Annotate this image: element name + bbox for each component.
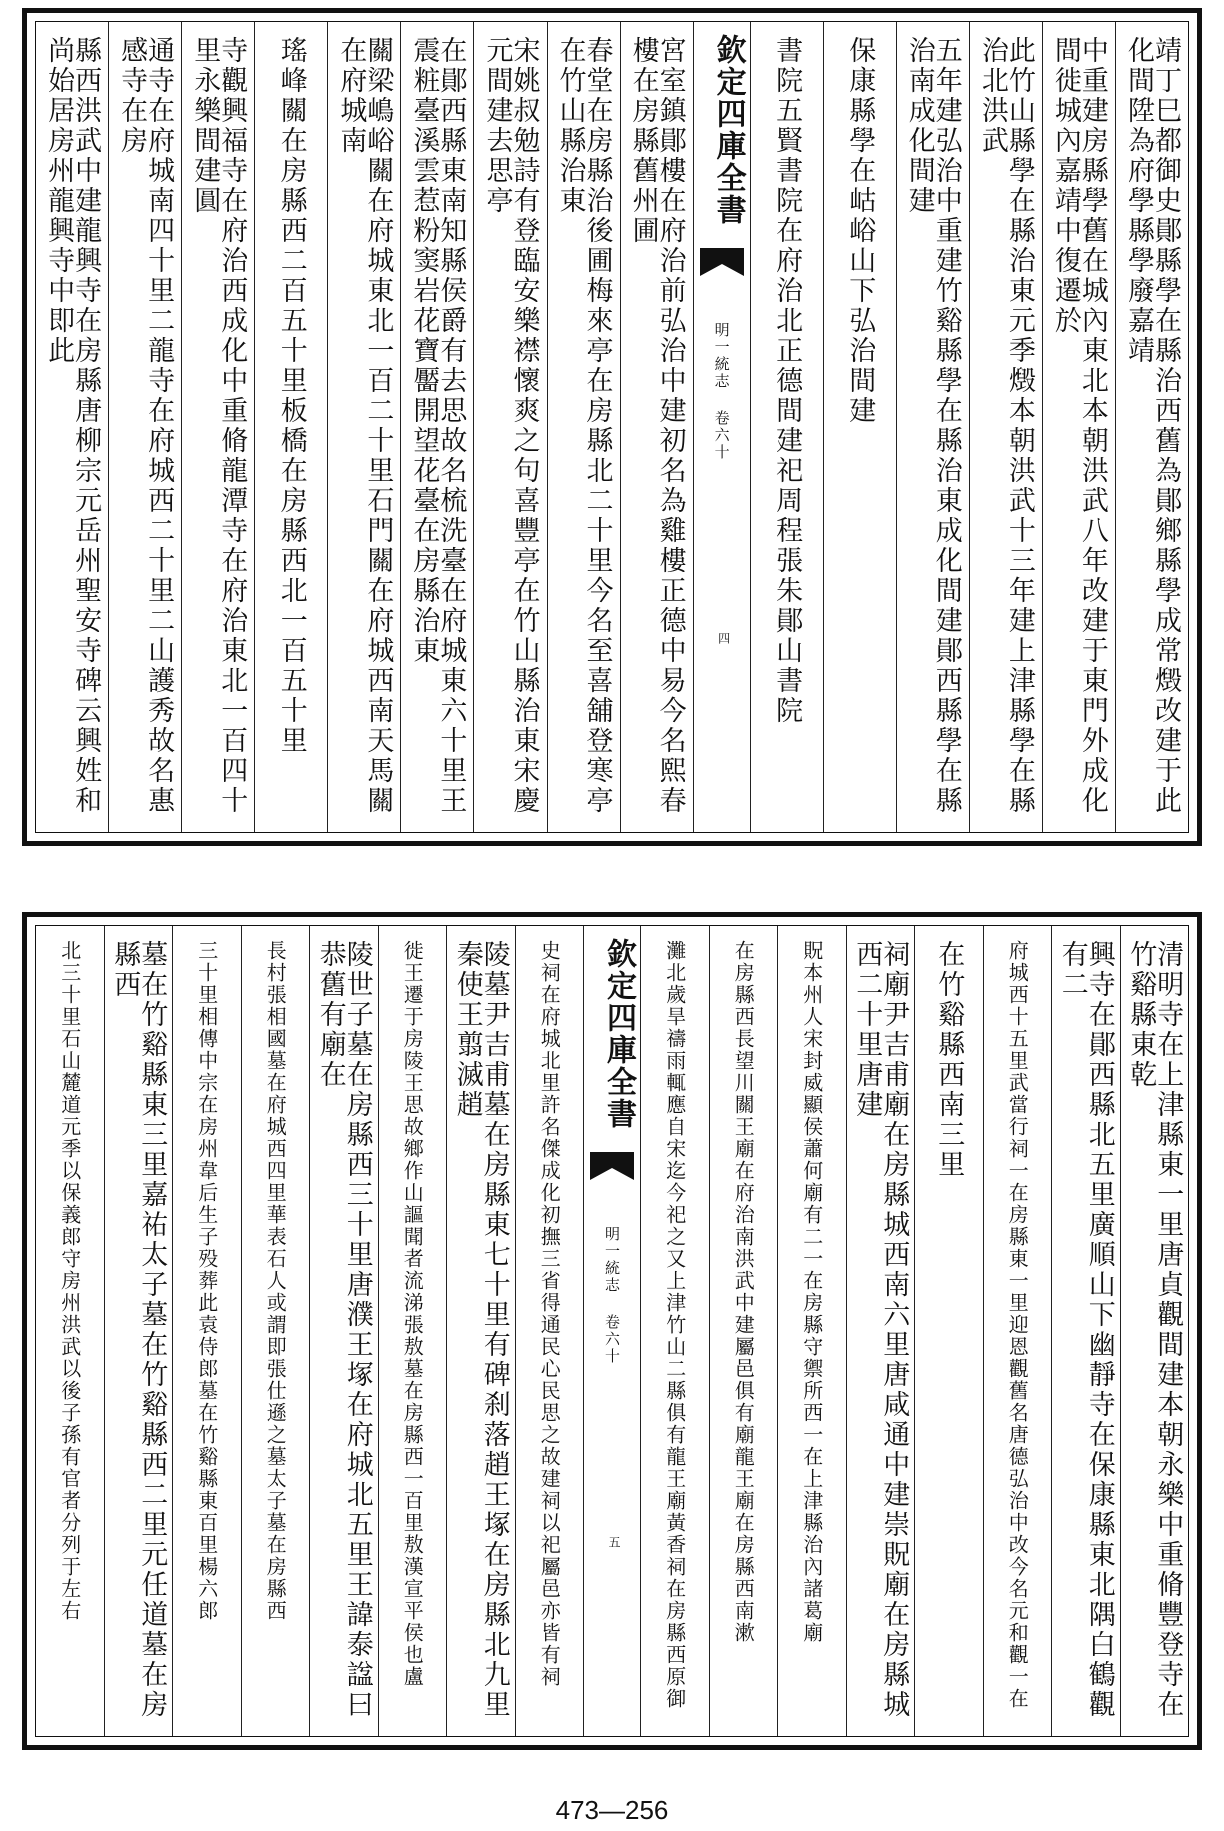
column-text: 三十里相傳中宗在房州韋后生子殁葬此袁侍郎墓在竹谿縣東百里楊六郎 bbox=[194, 940, 219, 1622]
top-page-frame bbox=[35, 21, 1189, 833]
column-text: 此竹山縣學在縣治東元季燬本朝洪武十三年建上津縣學在縣治北洪武 bbox=[976, 36, 1035, 816]
text-column bbox=[378, 926, 447, 1736]
column-text: 通寺在府城南四十里二龍寺在府城西二十里二山護秀故名惠感寺在房 bbox=[116, 36, 175, 816]
text-column bbox=[473, 22, 546, 832]
text-column bbox=[823, 22, 896, 832]
column-text: 關梁嶋峪關在府城東北一百二十里石門關在府城西南天馬關在府城南 bbox=[335, 36, 394, 816]
column-text: 長村張相國墓在府城西四里華表石人或謂即張仕遜之墓太子墓在房縣西 bbox=[263, 940, 288, 1622]
bottom-page-frame bbox=[35, 925, 1189, 1737]
text-column bbox=[1051, 926, 1120, 1736]
page-number: 473—256 bbox=[555, 1795, 669, 1825]
bottom-page bbox=[22, 912, 1202, 1750]
text-column bbox=[104, 926, 173, 1736]
column-text: 靖丁巳都御史鄖縣學在縣治西舊為鄖鄉縣學成常燬改建于此化間陞為府學縣學廢嘉靖 bbox=[1122, 36, 1181, 816]
column-text: 宮室鎮鄖樓在府治前弘治中建初名為雞樓正德中易今名熙春樓在房縣舊州圃 bbox=[627, 36, 686, 816]
column-text: 在鄖西縣東南知縣侯爵有去思故名梳洗臺在府城東六十里王震粧臺溪雲惹粉窦岩花寶靨開望花臺在房縣治東 bbox=[408, 36, 467, 816]
column-text: 興寺在鄖西縣北五里廣順山下幽靜寺在保康縣東北隅白鶴觀有二 bbox=[1056, 940, 1115, 1720]
center-subtitle: 明一統志 卷六十 bbox=[603, 1226, 621, 1365]
column-text: 書院五賢書院在府治北正德間建祀周程張朱鄖山書院 bbox=[771, 36, 803, 726]
column-text: 陵墓尹吉甫墓在房縣東七十里有碑刹落趙王塚在房縣北九里秦使王翦滅趙 bbox=[451, 940, 510, 1720]
text-column bbox=[709, 926, 778, 1736]
center-title: 欽定四庫全書 bbox=[601, 938, 636, 1130]
column-text: 清明寺在上津縣東一里唐貞觀間建本朝永樂中重脩豐登寺在竹谿縣東乾 bbox=[1125, 940, 1184, 1720]
text-column bbox=[108, 22, 181, 832]
center-fold-column bbox=[693, 22, 750, 832]
text-column bbox=[327, 22, 400, 832]
bottom-page-columns bbox=[36, 926, 1188, 1736]
column-text: 在竹谿縣西南三里 bbox=[933, 940, 965, 1180]
column-text: 縣西洪武中建龍興寺在房縣唐柳宗元岳州聖安寺碑云興姓和尚始居房州龍興寺中即此 bbox=[43, 36, 102, 816]
column-text: 寺觀興福寺在府治西成化中重脩龍潭寺在府治東北一百四十里永樂間建圓 bbox=[189, 36, 248, 816]
center-page-mark: 五 bbox=[607, 1536, 621, 1548]
column-text: 在房縣西長望川關王廟在府治南洪武中建屬邑俱有廟龍王廟在房縣西南漱 bbox=[731, 940, 756, 1644]
center-fold-column bbox=[583, 926, 640, 1736]
column-text: 貺本州人宋封威顯侯蕭何廟有二一在房縣守禦所西一在上津縣治內諸葛廟 bbox=[799, 940, 824, 1644]
text-column bbox=[620, 22, 693, 832]
column-text: 府城西十五里武當行祠一在房縣東一里迎恩觀舊名唐德弘治中改今名元和觀一在 bbox=[1005, 940, 1030, 1710]
fishtail-mark-icon bbox=[590, 1146, 634, 1186]
top-page-columns bbox=[36, 22, 1188, 832]
center-subtitle: 明一統志 卷六十 bbox=[712, 322, 731, 461]
text-column bbox=[400, 22, 473, 832]
column-text: 中重建房縣學舊在城內東北本朝洪武八年改建于東門外成化間徙城內嘉靖中復遷於 bbox=[1049, 36, 1108, 816]
text-column bbox=[172, 926, 241, 1736]
text-column bbox=[750, 22, 823, 832]
text-column bbox=[969, 22, 1042, 832]
center-title: 欽定四庫全書 bbox=[710, 34, 746, 226]
text-column bbox=[914, 926, 983, 1736]
column-text: 保康縣學在岵峪山下弘治間建 bbox=[844, 36, 876, 426]
column-text: 瑤峰關在房縣西二百五十里板橋在房縣西北一百五十里 bbox=[275, 36, 307, 756]
text-column bbox=[181, 22, 254, 832]
text-column bbox=[983, 926, 1052, 1736]
text-column bbox=[640, 926, 709, 1736]
text-column bbox=[846, 926, 915, 1736]
text-column bbox=[36, 926, 104, 1736]
column-text: 宋姚叔勉詩有登臨安樂襟懷爽之句喜豐亭在竹山縣治東宋慶元間建去思亭 bbox=[481, 36, 540, 816]
column-text: 徙王遷于房陵王思故鄉作山謳聞者流涕張敖墓在房縣西一百里敖漢宣平侯也盧 bbox=[400, 940, 425, 1688]
column-text: 墓在竹谿縣東三里嘉祐太子墓在竹谿縣西二里元任道墓在房縣西 bbox=[109, 940, 168, 1720]
text-column bbox=[309, 926, 378, 1736]
column-text: 陵世子墓在房縣西三十里唐濮王塚在府城北五里王諱泰諡曰恭舊有廟在 bbox=[314, 940, 373, 1720]
column-text: 北三十里石山麓道元季以保義郎守房州洪武以後子孫有官者分列于左右 bbox=[57, 940, 82, 1622]
text-column bbox=[1042, 22, 1115, 832]
top-page bbox=[22, 8, 1202, 846]
text-column bbox=[547, 22, 620, 832]
text-column bbox=[254, 22, 327, 832]
column-text: 灘北歲旱禱雨輒應自宋迄今祀之又上津竹山二縣俱有龍王廟黃香祠在房縣西原御 bbox=[662, 940, 687, 1710]
column-text: 祠廟尹吉甫廟在房縣城西南六里唐咸通中建崇貺廟在房縣城西二十里唐建 bbox=[851, 940, 910, 1720]
column-text: 史祠在府城北里許名傑成化初撫三省得通民心民思之故建祠以祀屬邑亦皆有祠 bbox=[537, 940, 562, 1688]
text-column bbox=[896, 22, 969, 832]
text-column bbox=[1120, 926, 1189, 1736]
text-column bbox=[1115, 22, 1188, 832]
text-column bbox=[777, 926, 846, 1736]
column-text: 五年建弘治中重建竹谿縣學在縣治東成化間建鄖西縣學在縣治南成化間建 bbox=[903, 36, 962, 816]
column-text: 春堂在房縣治後圃梅來亭在房縣北二十里今名至喜舖登寒亭在竹山縣治東 bbox=[554, 36, 613, 816]
center-page-mark: 四 bbox=[716, 632, 731, 644]
text-column bbox=[446, 926, 515, 1736]
text-column bbox=[241, 926, 310, 1736]
text-column bbox=[36, 22, 108, 832]
fishtail-mark-icon bbox=[700, 242, 744, 282]
text-column bbox=[515, 926, 584, 1736]
